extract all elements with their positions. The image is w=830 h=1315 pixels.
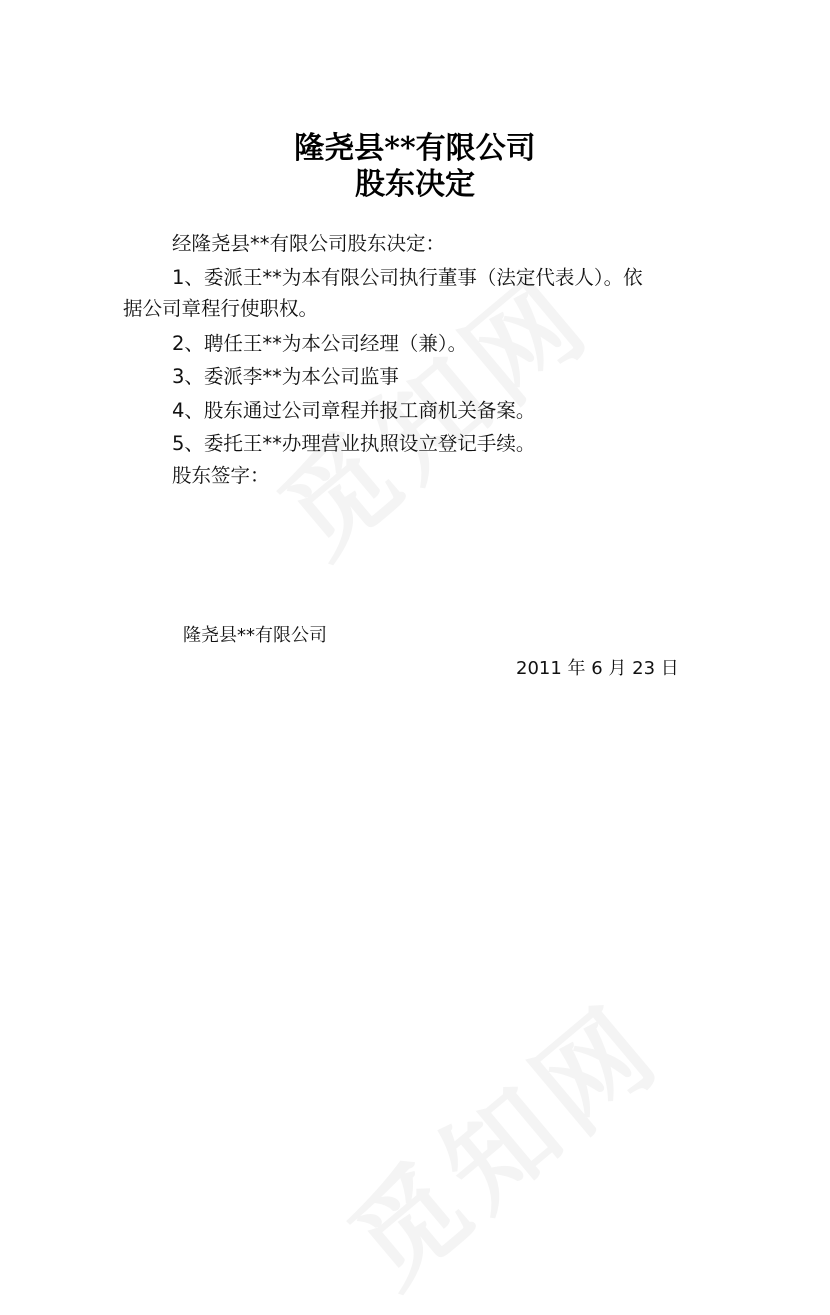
item-1-continued: 据公司章程行使职权。: [123, 297, 319, 320]
intro-text: 经隆尧县**有限公司股东决定：: [172, 232, 446, 255]
item-4: 4、股东通过公司章程并报工商机关备案。: [172, 399, 536, 422]
document-title-decision: 股东决定: [355, 167, 475, 202]
company-signoff: 隆尧县**有限公司: [183, 625, 327, 646]
item-1: 1、委派王**为本有限公司执行董事（法定代表人）。依: [172, 266, 643, 289]
watermark-2: [311, 963, 688, 1315]
document-date: 2011 年 6 月 23 日: [516, 658, 679, 679]
item-2: 2、聘任王**为本公司经理（兼）。: [172, 332, 468, 355]
document-title-company: 隆尧县**有限公司: [294, 131, 536, 166]
item-5: 5、委托王**办理营业执照设立登记手续。: [172, 432, 536, 455]
item-3: 3、委派李**为本公司监事: [172, 365, 399, 388]
signature-label: 股东签字：: [172, 464, 270, 487]
